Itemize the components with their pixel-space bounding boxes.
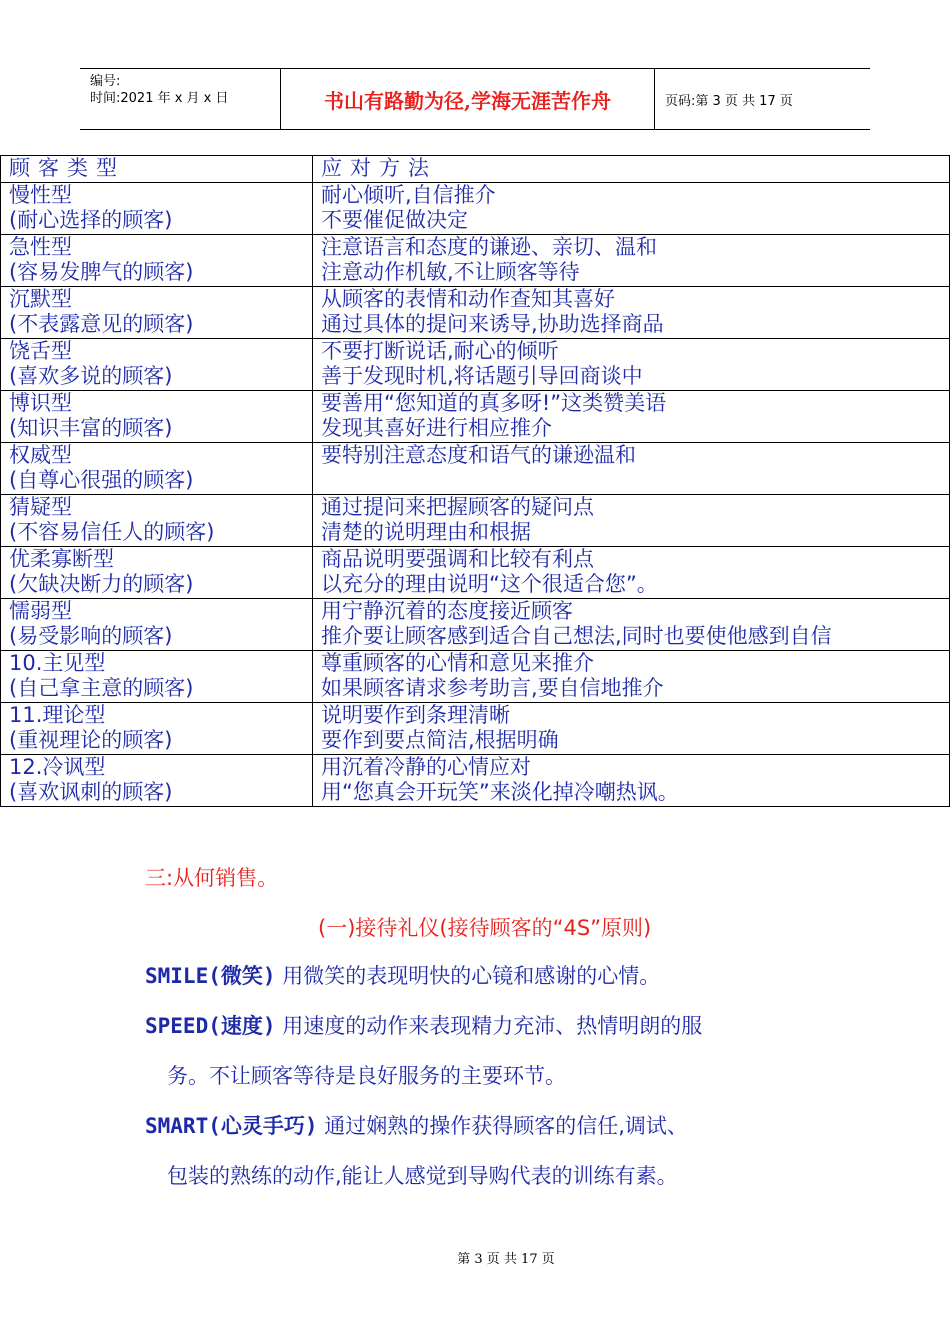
method-line: 要作到要点简洁,根据明确	[321, 728, 559, 752]
header-motto: 书山有路勤为径,学海无涯苦作舟	[281, 69, 655, 129]
header-meta	[80, 69, 281, 129]
type-name: 12.冷讽型	[9, 754, 106, 779]
table-header-row	[1, 156, 950, 183]
method-cell	[313, 702, 950, 754]
principle-text-cont: 务。不让顾客等待是良好服务的主要环节。	[167, 1064, 566, 1088]
principle-term: SPEED(速度)	[145, 1014, 276, 1038]
type-cell	[1, 390, 313, 442]
type-name: 11.理论型	[9, 702, 106, 727]
principle-smart	[145, 1101, 835, 1201]
type-name: 沉默型	[9, 286, 72, 311]
col-header-method: 应对方法	[313, 156, 950, 183]
type-name: 权威型	[9, 442, 72, 467]
document-header	[80, 68, 870, 130]
method-cell	[313, 650, 950, 702]
type-cell	[1, 650, 313, 702]
method-cell	[313, 754, 950, 806]
method-line: 耐心倾听,自信推介	[321, 182, 496, 207]
type-cell	[1, 442, 313, 494]
principle-speed	[145, 1001, 835, 1101]
type-name: 急性型	[9, 234, 72, 259]
table-row	[1, 702, 950, 754]
type-cell	[1, 338, 313, 390]
time-label: 时间:2021 年 x 月 x 日	[90, 91, 229, 106]
type-cell	[1, 286, 313, 338]
principle-smile	[145, 951, 835, 1001]
section-subtitle: (一)接待礼仪(接待顾客的“4S”原则)	[318, 916, 652, 940]
method-line: 商品说明要强调和比较有利点	[321, 546, 594, 571]
method-line: 从顾客的表情和动作查知其喜好	[321, 286, 615, 311]
type-desc: (知识丰富的顾客)	[9, 416, 173, 440]
type-cell	[1, 754, 313, 806]
table-row	[1, 286, 950, 338]
table-row	[1, 650, 950, 702]
method-cell	[313, 442, 950, 494]
type-desc: (喜欢多说的顾客)	[9, 364, 173, 388]
type-name: 10.主见型	[9, 650, 106, 675]
type-desc: (自尊心很强的顾客)	[9, 468, 194, 492]
method-line: 以充分的理由说明“这个很适合您”。	[321, 572, 658, 596]
method-cell	[313, 234, 950, 286]
method-line: 善于发现时机,将话题引导回商谈中	[321, 364, 643, 388]
type-cell	[1, 494, 313, 546]
type-desc: (欠缺决断力的顾客)	[9, 572, 194, 596]
method-line: 要善用“您知道的真多呀!”这类赞美语	[321, 390, 667, 415]
type-desc: (喜欢讽刺的顾客)	[9, 780, 173, 804]
type-desc: (耐心选择的顾客)	[9, 208, 173, 232]
table-row	[1, 754, 950, 806]
method-cell	[313, 546, 950, 598]
type-cell	[1, 702, 313, 754]
method-line: 通过提问来把握顾客的疑问点	[321, 494, 594, 519]
method-line: 清楚的说明理由和根据	[321, 520, 531, 544]
method-line: 推介要让顾客感到适合自己想法,同时也要使他感到自信	[321, 624, 832, 648]
type-desc: (易受影响的顾客)	[9, 624, 173, 648]
method-line: 注意动作机敏,不让顾客等待	[321, 260, 580, 284]
principle-term: SMILE(微笑)	[145, 964, 276, 988]
type-name: 猜疑型	[9, 494, 72, 519]
method-line: 不要打断说话,耐心的倾听	[321, 338, 559, 363]
principle-text: 通过娴熟的操作获得顾客的信任,调试、	[317, 1114, 688, 1138]
principle-text-cont: 包装的熟练的动作,能让人感觉到导购代表的训练有素。	[167, 1164, 678, 1188]
table-row	[1, 338, 950, 390]
table-row	[1, 234, 950, 286]
type-desc: (容易发脾气的顾客)	[9, 260, 194, 284]
principle-term: SMART(心灵手巧)	[145, 1114, 318, 1138]
method-line: 发现其喜好进行相应推介	[321, 416, 552, 440]
page-footer: 第 3 页 共 17 页	[457, 1252, 555, 1267]
method-cell	[313, 182, 950, 234]
type-desc: (不容易信任人的顾客)	[9, 520, 215, 544]
method-cell	[313, 286, 950, 338]
method-line: 通过具体的提问来诱导,协助选择商品	[321, 312, 664, 336]
type-cell	[1, 234, 313, 286]
type-name: 懦弱型	[9, 598, 72, 623]
type-name: 慢性型	[9, 182, 72, 207]
principle-text: 用微笑的表现明快的心镜和感谢的心情。	[275, 964, 661, 988]
table-row	[1, 598, 950, 650]
type-desc: (不表露意见的顾客)	[9, 312, 194, 336]
method-line: 尊重顾客的心情和意见来推介	[321, 650, 594, 675]
method-line: 用宁静沉着的态度接近顾客	[321, 598, 573, 623]
method-cell	[313, 494, 950, 546]
table-row	[1, 182, 950, 234]
type-name: 博识型	[9, 390, 72, 415]
section-title: 三:从何销售。	[145, 866, 279, 890]
table-row	[1, 546, 950, 598]
col-header-type: 顾客类型	[1, 156, 313, 183]
method-cell	[313, 598, 950, 650]
type-desc: (自己拿主意的顾客)	[9, 676, 194, 700]
method-line: 用“您真会开玩笑”来淡化掉冷嘲热讽。	[321, 780, 679, 804]
method-line: 要特别注意态度和语气的谦逊温和	[321, 442, 636, 467]
principle-text: 用速度的动作来表现精力充沛、热情明朗的服	[275, 1014, 703, 1038]
method-cell	[313, 390, 950, 442]
header-page-info: 页码:第 3 页 共 17 页	[665, 93, 793, 109]
number-label: 编号:	[90, 74, 121, 89]
method-line: 如果顾客请求参考助言,要自信地推介	[321, 676, 664, 700]
method-line: 不要催促做决定	[321, 208, 468, 232]
type-name: 饶舌型	[9, 338, 72, 363]
method-line: 用沉着冷静的心情应对	[321, 754, 531, 779]
customer-type-table	[0, 155, 950, 807]
method-line: 注意语言和态度的谦逊、亲切、温和	[321, 234, 657, 259]
type-cell	[1, 182, 313, 234]
type-desc: (重视理论的顾客)	[9, 728, 173, 752]
method-line: 说明要作到条理清晰	[321, 702, 510, 727]
type-cell	[1, 546, 313, 598]
table-row	[1, 494, 950, 546]
type-name: 优柔寡断型	[9, 546, 114, 571]
table-row	[1, 442, 950, 494]
method-cell	[313, 338, 950, 390]
table-row	[1, 390, 950, 442]
type-cell	[1, 598, 313, 650]
